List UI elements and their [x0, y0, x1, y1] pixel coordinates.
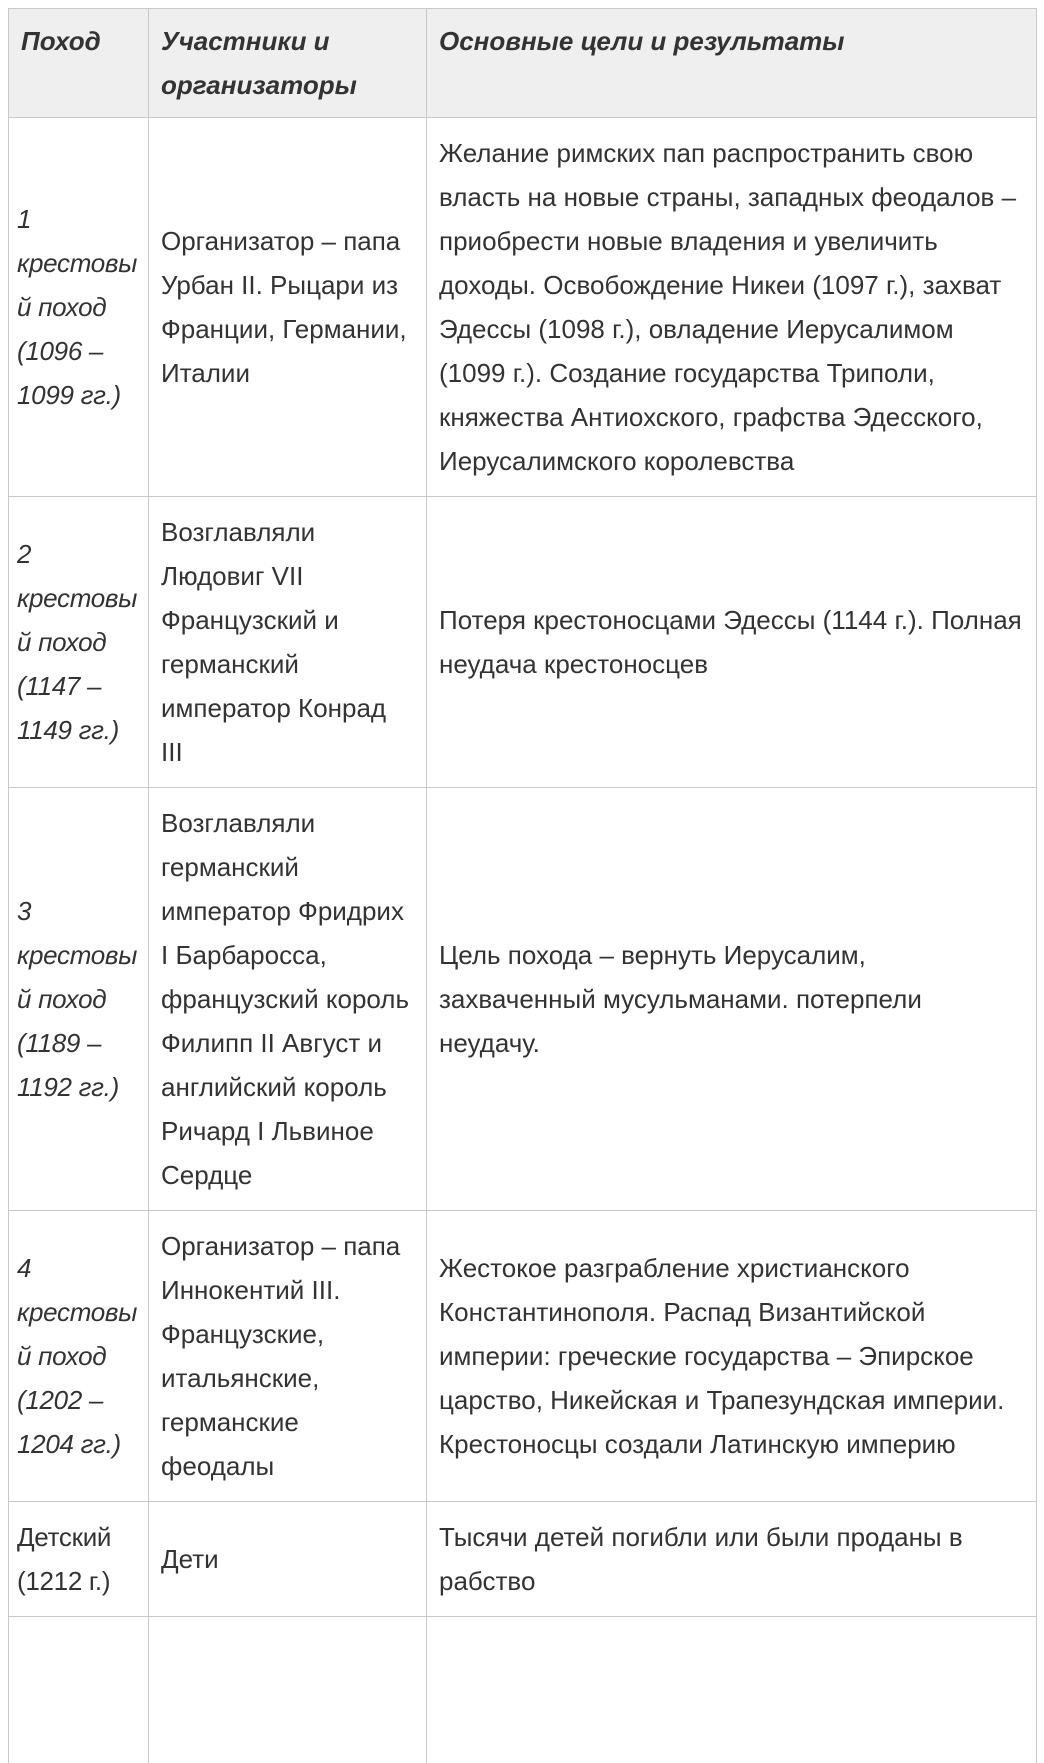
- cell-participants: Организатор – папа Иннокентий III. Французские, итальянские, германские феодалы: [149, 1211, 427, 1502]
- cell-goals: Желание римских пап распространить свою власть на новые страны, западных феодалов – приобрести новые владения и увеличить доходы. Освобождение Никеи (1097 г.), захват Эдессы (1098 г.), овладение Иерусалимом (1099 г.). Создание государства Триполи, княжества Антиохского, графства Эдесского, Иерусалимского королевства: [427, 118, 1037, 497]
- header-campaign: Поход: [9, 9, 149, 118]
- table-row-children-crusade: [9, 1502, 1037, 1617]
- crusades-table: [8, 8, 1037, 1763]
- cell-campaign: 1 крестовый поход (1096 – 1099 гг.): [9, 118, 149, 497]
- header-participants: Участники и организаторы: [149, 9, 427, 118]
- cell-goals: Тысячи детей погибли или были проданы в рабство: [427, 1502, 1037, 1617]
- cell-participants: [149, 1617, 427, 1763]
- table-row-partial: [9, 1617, 1037, 1763]
- table-row-crusade-2: [9, 497, 1037, 788]
- table-row-crusade-1: [9, 118, 1037, 497]
- cell-campaign: 4 крестовый поход (1202 – 1204 гг.): [9, 1211, 149, 1502]
- cell-campaign: Детский (1212 г.): [9, 1502, 149, 1617]
- cell-goals: [427, 1617, 1037, 1763]
- cell-campaign: [9, 1617, 149, 1763]
- cell-goals: Цель похода – вернуть Иерусалим, захваченный мусульманами. потерпели неудачу.: [427, 788, 1037, 1211]
- cell-participants: Организатор – папа Урбан II. Рыцари из Франции, Германии, Италии: [149, 118, 427, 497]
- cell-participants: Возглавляли Людовиг VII Французский и германский император Конрад III: [149, 497, 427, 788]
- table-row-crusade-3: [9, 788, 1037, 1211]
- cell-participants: Дети: [149, 1502, 427, 1617]
- table-row-crusade-4: [9, 1211, 1037, 1502]
- cell-participants: Возглавляли германский император Фридрих I Барбаросса, французский король Филипп II Август и английский король Ричард I Львиное Сердце: [149, 788, 427, 1211]
- cell-campaign: 2 крестовый поход (1147 – 1149 гг.): [9, 497, 149, 788]
- header-row: [9, 9, 1037, 118]
- cell-campaign: 3 крестовый поход (1189 – 1192 гг.): [9, 788, 149, 1211]
- cell-goals: Потеря крестоносцами Эдессы (1144 г.). Полная неудача крестоносцев: [427, 497, 1037, 788]
- header-goals: Основные цели и результаты: [427, 9, 1037, 118]
- cell-goals: Жестокое разграбление христианского Константинополя. Распад Византийской империи: греческие государства – Эпирское царство, Никейская и Трапезундская империи. Крестоносцы создали Латинскую империю: [427, 1211, 1037, 1502]
